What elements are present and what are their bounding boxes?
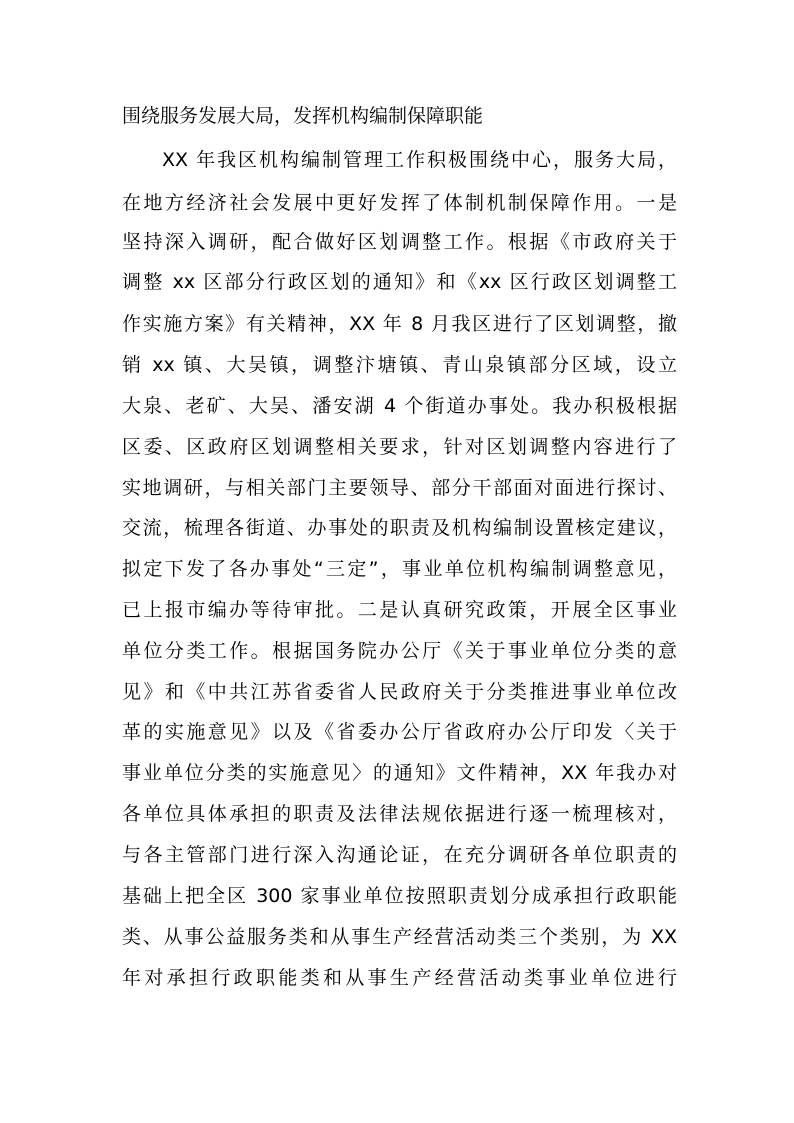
body-line: 已上报市编办等待审批。二是认真研究政策，开展全区事业	[122, 599, 677, 621]
body-line: 见》和《中共江苏省委省人民政府关于分类推进事业单位改	[122, 681, 677, 703]
body-line: 调整 xx 区部分行政区划的通知》和《xx 区行政区划调整工	[122, 271, 677, 293]
body-line: 坚持深入调研，配合做好区划调整工作。根据《市政府关于	[122, 231, 677, 253]
body-line: 类、从事公益服务类和从事生产经营活动类三个类别，为 XX	[122, 926, 677, 948]
body-line: 各单位具体承担的职责及法律法规依据进行逐一梳理核对，	[122, 803, 677, 825]
body-line: 在地方经济社会发展中更好发挥了体制机制保障作用。一是	[122, 192, 677, 214]
body-line: 销 xx 镇、大吴镇，调整汴塘镇、青山泉镇部分区域，设立	[122, 354, 677, 376]
body-line: XX 年我区机构编制管理工作积极围绕中心，服务大局，	[162, 149, 677, 171]
document-title: 围绕服务发展大局，发挥机构编制保障职能	[122, 105, 484, 127]
body-line: 大泉、老矿、大吴、潘安湖 4 个街道办事处。我办积极根据	[122, 395, 677, 417]
body-line: 实地调研，与相关部门主要领导、部分干部面对面进行探讨、	[122, 477, 677, 499]
body-line: 作实施方案》有关精神，XX 年 8 月我区进行了区划调整，撤	[122, 313, 677, 335]
body-line: 区委、区政府区划调整相关要求，针对区划调整内容进行了	[122, 436, 677, 458]
body-line: 基础上把全区 300 家事业单位按照职责划分成承担行政职能	[122, 885, 677, 907]
body-line: 与各主管部门进行深入沟通论证，在充分调研各单位职责的	[122, 844, 677, 866]
body-line: 交流，梳理各街道、办事处的职责及机构编制设置核定建议，	[122, 517, 677, 539]
body-line: 拟定下发了各办事处“三定”，事业单位机构编制调整意见，	[122, 558, 677, 580]
body-line: 事业单位分类的实施意见〉的通知》文件精神，XX 年我办对	[122, 762, 677, 784]
body-line: 革的实施意见》以及《省委办公厅省政府办公厅印发〈关于	[122, 721, 677, 743]
body-line: 年对承担行政职能类和从事生产经营活动类事业单位进行	[122, 967, 677, 989]
body-line: 单位分类工作。根据国务院办公厅《关于事业单位分类的意	[122, 640, 677, 662]
